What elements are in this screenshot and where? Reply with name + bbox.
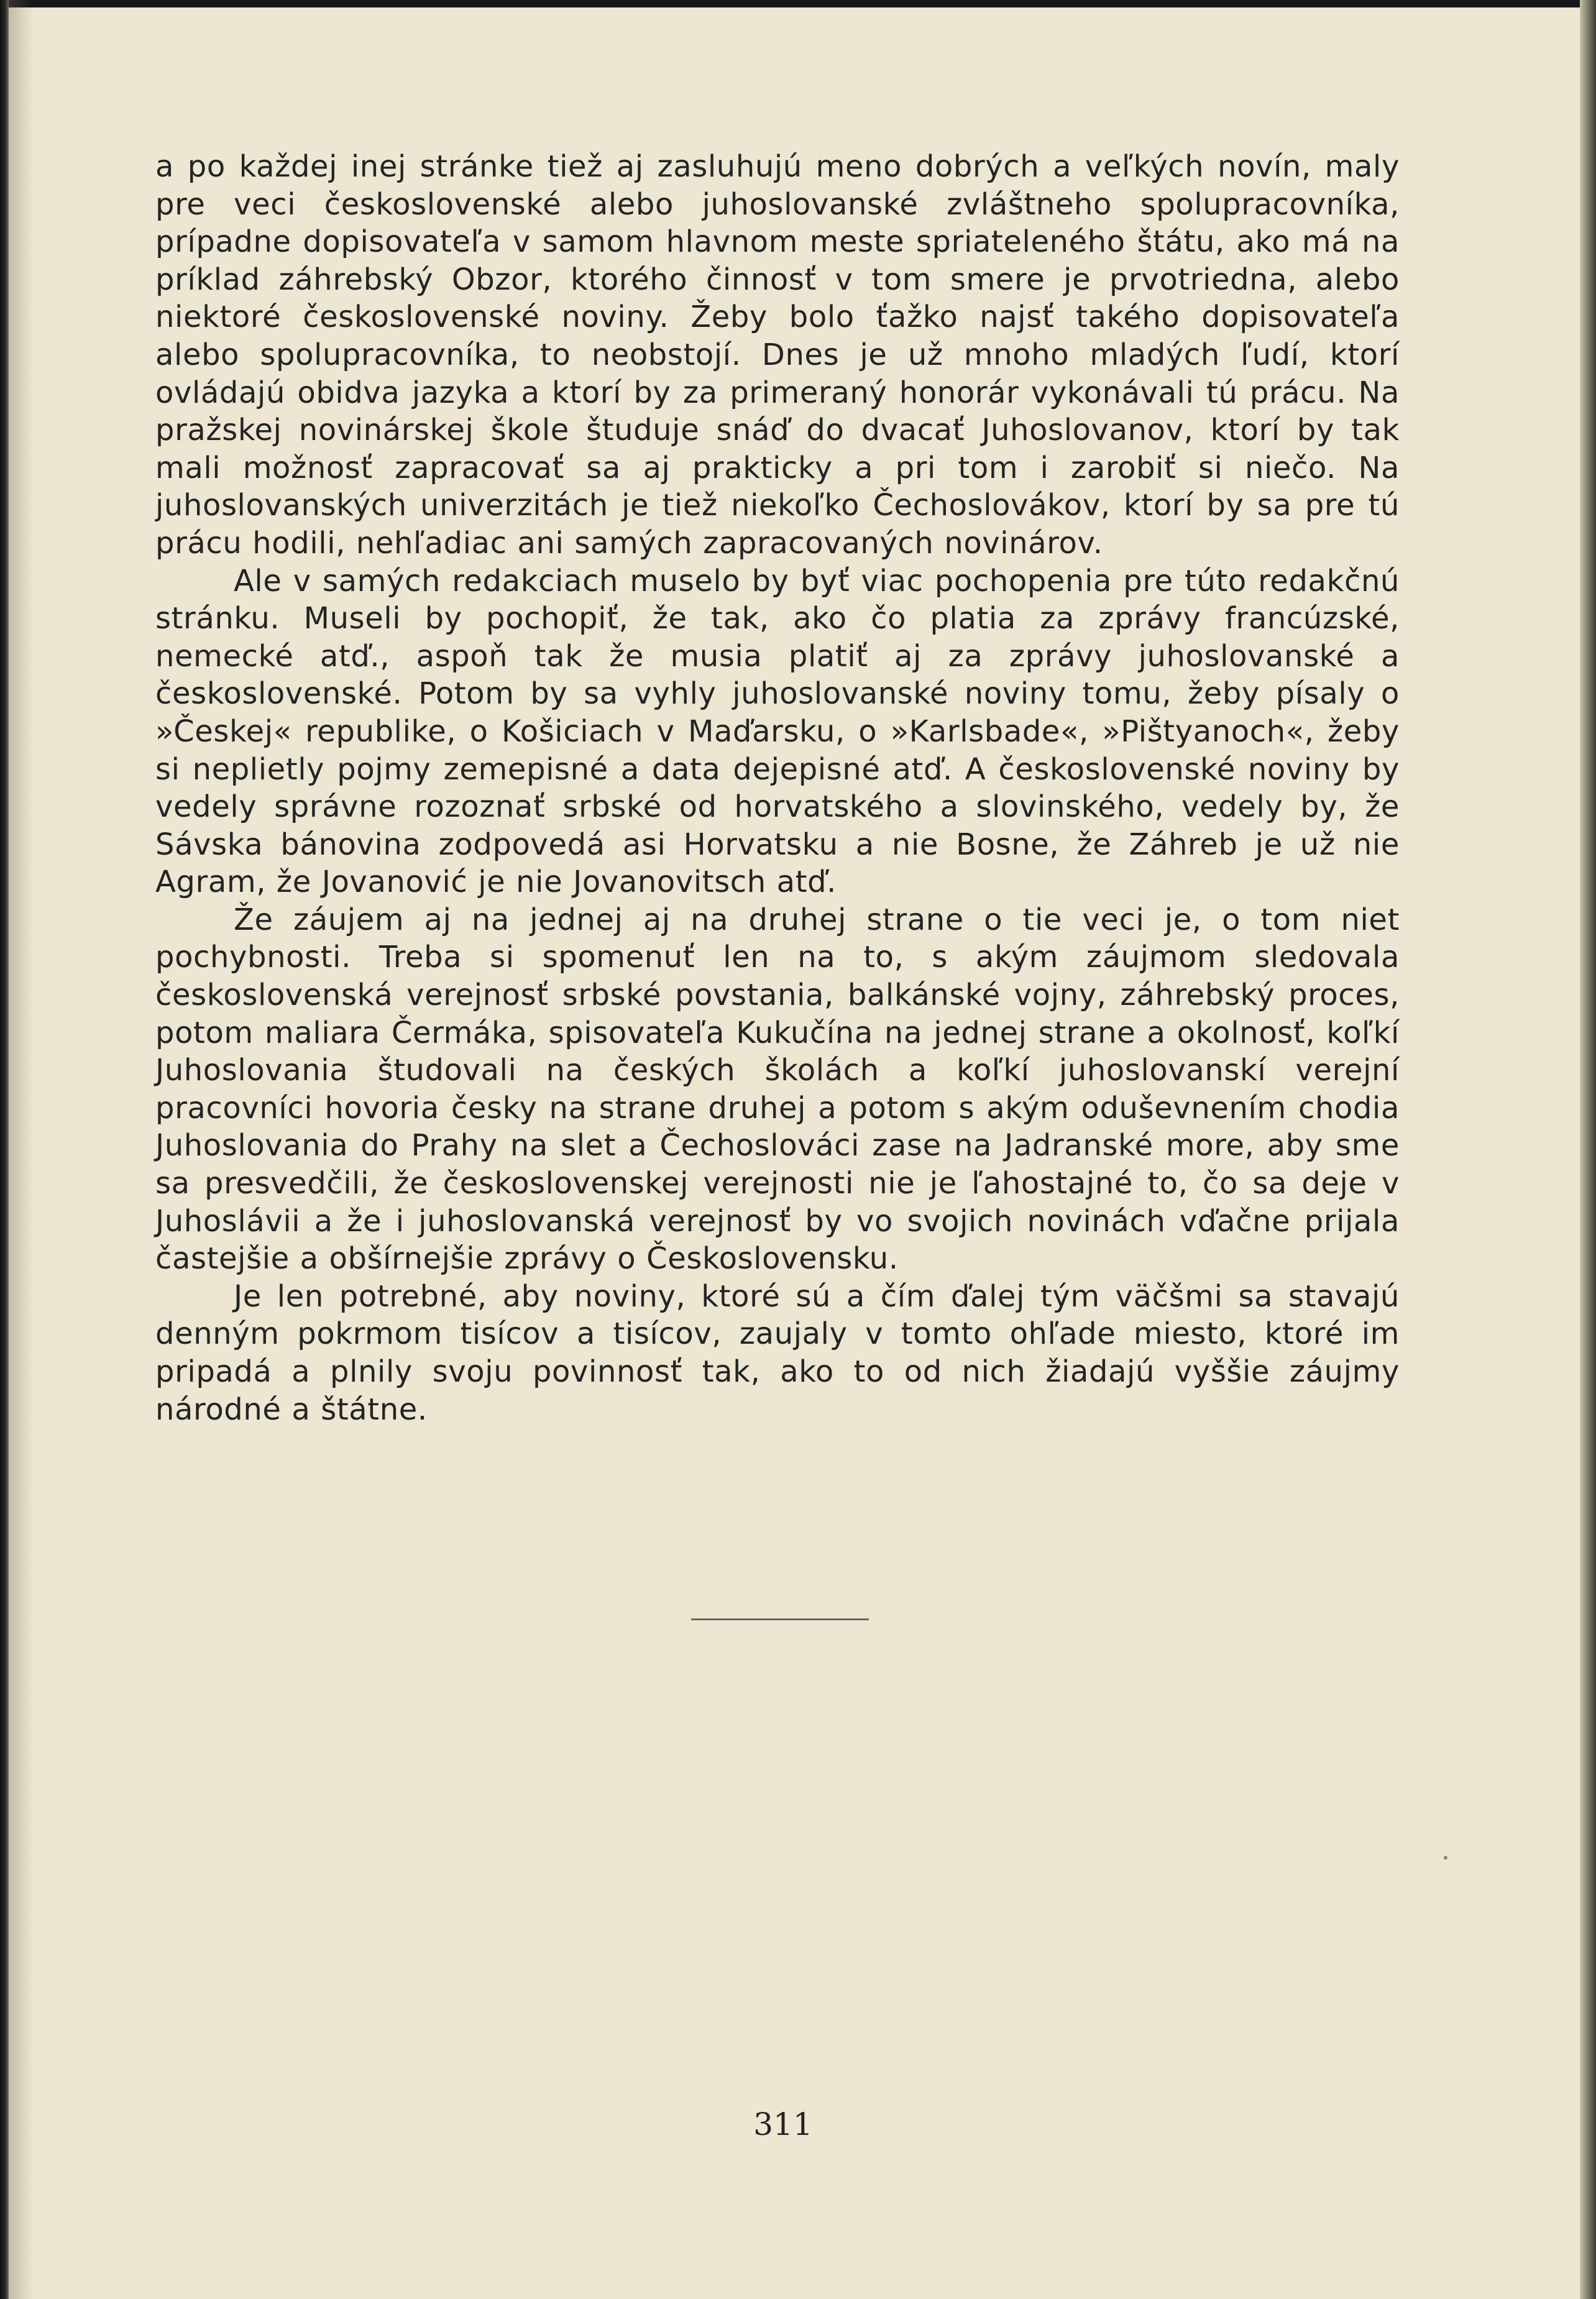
- paragraph-4: Je len potrebné, aby noviny, ktoré sú a čím ďalej tým väčšmi sa stavajú denným pokrmom tisícov a tisícov, zaujaly v tomto ohľade miesto, ktoré im pripadá a plnily svoju povinnosť tak, ako to od nich žiadajú vyššie záujmy národné a štátne.: [155, 1278, 1400, 1427]
- article-end-rule: [691, 1618, 869, 1620]
- gutter-shadow: [9, 0, 34, 2299]
- page-number: 311: [753, 2106, 813, 2142]
- paragraph-1: a po každej inej stránke tiež aj zasluhujú meno dobrých a veľkých novín, maly pre veci československé alebo juhoslovanské zvláštneho spolupracovníka, prípadne dopisovateľa v samom hlavnom meste spriateleného štátu, ako má na príklad záhrebský Obzor, ktorého činnosť v tom smere je prvotriedna, alebo niektoré československé noviny. Žeby bolo ťažko najsť takého dopisovateľa alebo spolupracovníka, to neobstojí. Dnes je už mnoho mladých ľudí, ktorí ovládajú obidva jazyka a ktorí by za primeraný honorár vykonávali tú prácu. Na pražskej novinárskej škole študuje snáď do dvacať Juhoslovanov, ktorí by tak mali možnosť zapracovať sa aj prakticky a pri tom i zarobiť si niečo. Na juhoslovanských univerzitách je tiež niekoľko Čechoslovákov, ktorí by sa pre tú prácu hodili, nehľadiac ani samých zapracovaných novinárov.: [155, 149, 1400, 561]
- paragraph-3: Že záujem aj na jednej aj na druhej strane o tie veci je, o tom niet pochybnosti. Treba si spomenuť len na to, s akým záujmom sledovala československá verejnosť srbské povstania, balkánské vojny, záhrebský proces, potom maliara Čermáka, spisovateľa Kukučína na jednej strane a okolnosť, koľkí Juhoslovania študovali na českých školách a koľkí juhoslovanskí verejní pracovníci hovoria česky na strane druhej a potom s akým oduševnením chodia Juhoslovania do Prahy na slet a Čechoslováci zase na Jadranské more, aby sme sa presvedčili, že československej verejnosti nie je ľahostajné to, čo sa deje v Juhoslávii a že i juhoslovanská verejnosť by vo svojich novinách vďačne prijala častejšie a obšírnejšie zprávy o Československu.: [155, 902, 1400, 1277]
- paragraph-2: Ale v samých redakciach muselo by byť viac pochopenia pre túto redakčnú stránku. Museli by pochopiť, že tak, ako čo platia za zprávy francúzské, nemecké atď., aspoň tak že musia platiť aj za zprávy juhoslovanské a československé. Potom by sa vyhly juhoslovanské noviny tomu, žeby písaly o »Českej« republike, o Košiciach v Maďarsku, o »Karlsbade«, »Pištyanoch«, žeby si neplietly pojmy zemepisné a data dejepisné atď. A československé noviny by vedely správne rozoznať srbské od horvatského a slovinského, vedely by, že Sávska bánovina zodpovedá asi Horvatsku a nie Bosne, že Záhreb je už nie Agram, že Jovanović je nie Jovanovitsch atď.: [155, 563, 1400, 900]
- paper-speck: [1444, 1856, 1447, 1860]
- top-scan-edge: [0, 0, 1596, 7]
- page-fore-edge: [1580, 0, 1596, 2299]
- body-text: [155, 148, 1400, 1428]
- book-spine-edge: [0, 0, 9, 2299]
